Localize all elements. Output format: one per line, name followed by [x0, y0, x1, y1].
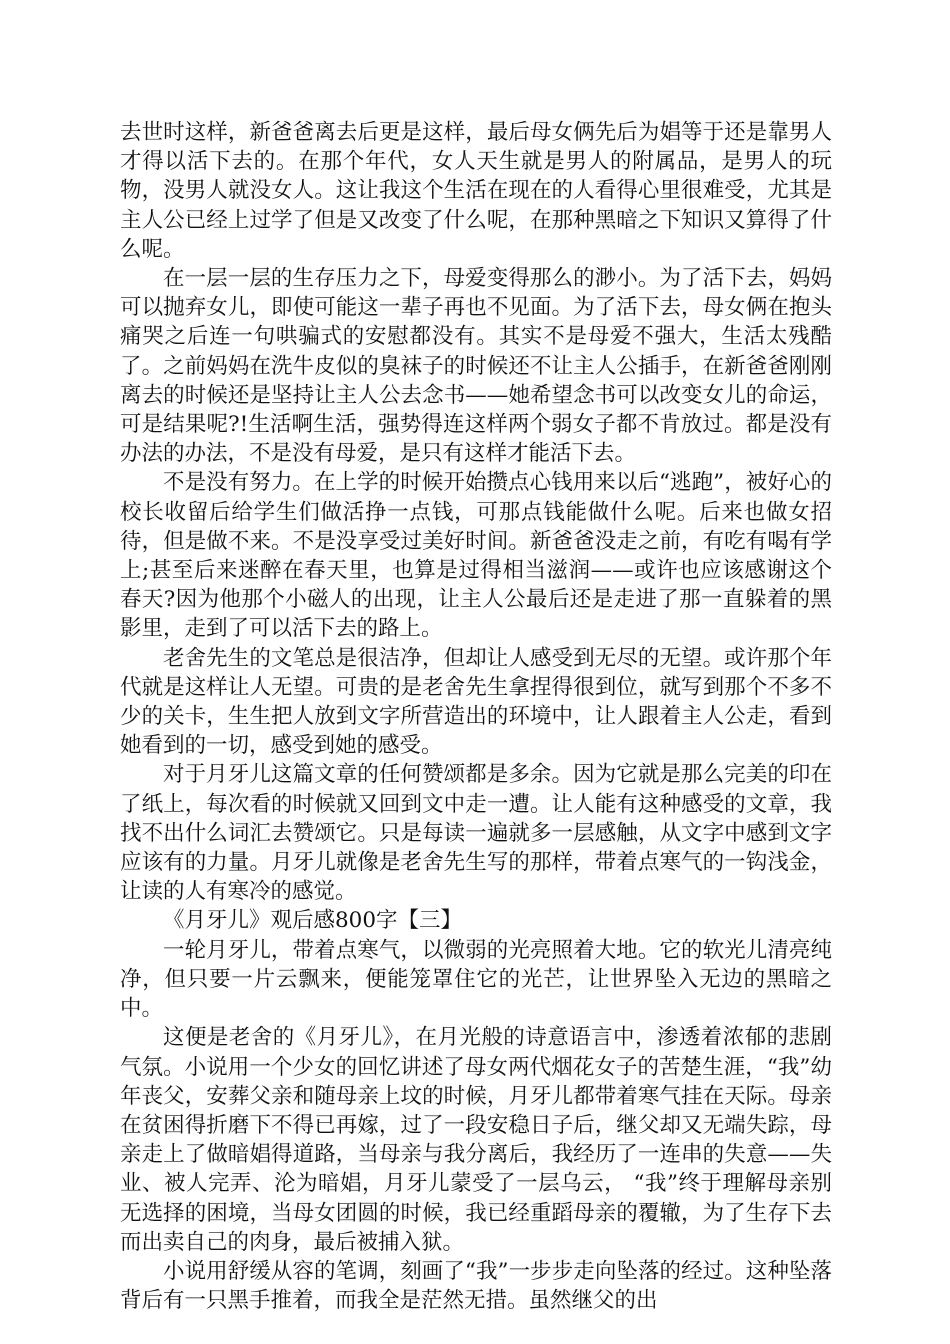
section-heading: 《月牙儿》观后感800字【三】: [163, 908, 463, 934]
paragraph-5: 对于月牙儿这篇文章的任何赞颂都是多余。因为它就是那么完美的印在了纸上，每次看的时候就又回到文中走一遭。让人能有这种感受的文章，我找不出什么词汇去赞颂它。只是每读一遍就多一层感触，从文字中感到文字应该有的力量。月牙儿就像是老舍先生写的那样，带着点寒气的一钩浅金，让读的人有寒冷的感觉。: [120, 762, 832, 905]
paragraph-2: 在一层一层的生存压力之下，母爱变得那么的渺小。为了活下去，妈妈可以抛弃女儿，即使可能这一辈子再也不见面。为了活下去，母女俩在抱头痛哭之后连一句哄骗式的安慰都没有。其实不是母爱不强大，生活太残酷了。之前妈妈在洗牛皮似的臭袜子的时候还不让主人公插手，在新爸爸刚刚离去的时候还是坚持让主人公去念书——她希望念书可以改变女儿的命运，可是结果呢?!生活啊生活，强势得连这样两个弱女子都不肯放过。都是没有办法的办法，不是没有母爱，是只有这样才能活下去。: [120, 266, 832, 467]
paragraph-6: 一轮月牙儿，带着点寒气，以微弱的光亮照着大地。它的软光儿清亮纯净，但只要一片云飘来，便能笼罩住它的光芒，让世界坠入无边的黑暗之中。: [120, 937, 832, 1022]
paragraph-1: 去世时这样，新爸爸离去后更是这样，最后母女俩先后为娼等于还是靠男人才得以活下去的。在那个年代，女人天生就是男人的附属品，是男人的玩物，没男人就没女人。这让我这个生活在现在的人看得心里很难受，尤其是主人公已经上过学了但是又改变了什么呢，在那种黑暗之下知识又算得了什么呢。: [120, 120, 832, 262]
paragraph-4: 老舍先生的文笔总是很洁净，但却让人感受到无尽的无望。或许那个年代就是这样让人无望。可贵的是老舍先生拿捏得很到位，就写到那个不多不少的关卡，生生把人放到文字所营造出的环境中，让人跟着主人公走，看到她看到的一切，感受到她的感受。: [120, 645, 832, 759]
paragraph-7: 这便是老舍的《月牙儿》，在月光般的诗意语言中，渗透着浓郁的悲剧气氛。小说用一个少女的回忆讲述了母女两代烟花女子的苦楚生涯，“我”幼年丧父，安葬父亲和随母亲上坟的时候，月牙儿都带着寒气挂在天际。母亲在贫困得折磨下不得已再嫁，过了一段安稳日子后，继父却又无端失踪，母亲走上了做暗娼得道路，当母亲与我分离后，我经历了一连串的失意——失业、被人完弄、沦为暗娼，月牙儿蒙受了一层乌云， “我”终于理解母亲别无选择的困境，当母女团圆的时候，我已经重蹈母亲的覆辙，为了生存下去而出卖自己的肉身，最后被捕入狱。: [120, 1025, 832, 1255]
paragraph-3: 不是没有努力。在上学的时候开始攒点心钱用来以后“逃跑”，被好心的校长收留后给学生们做活挣一点钱，可那点钱能做什么呢。后来也做女招待，但是做不来。不是没享受过美好时间。新爸爸没走之前，有吃有喝有学上;甚至后来迷醉在春天里，也算是过得相当滋润——或许也应该感谢这个春天?因为他那个小磁人的出现，让主人公最后还是走进了那一直躲着的黑影里，走到了可以活下去的路上。: [120, 470, 832, 642]
document-page: [120, 118, 832, 1315]
paragraph-8: 小说用舒缓从容的笔调，刻画了“我”一步步走向坠落的经过。这种坠落背后有一只黑手推着，而我全是茫然无措。虽然继父的出: [120, 1258, 832, 1314]
